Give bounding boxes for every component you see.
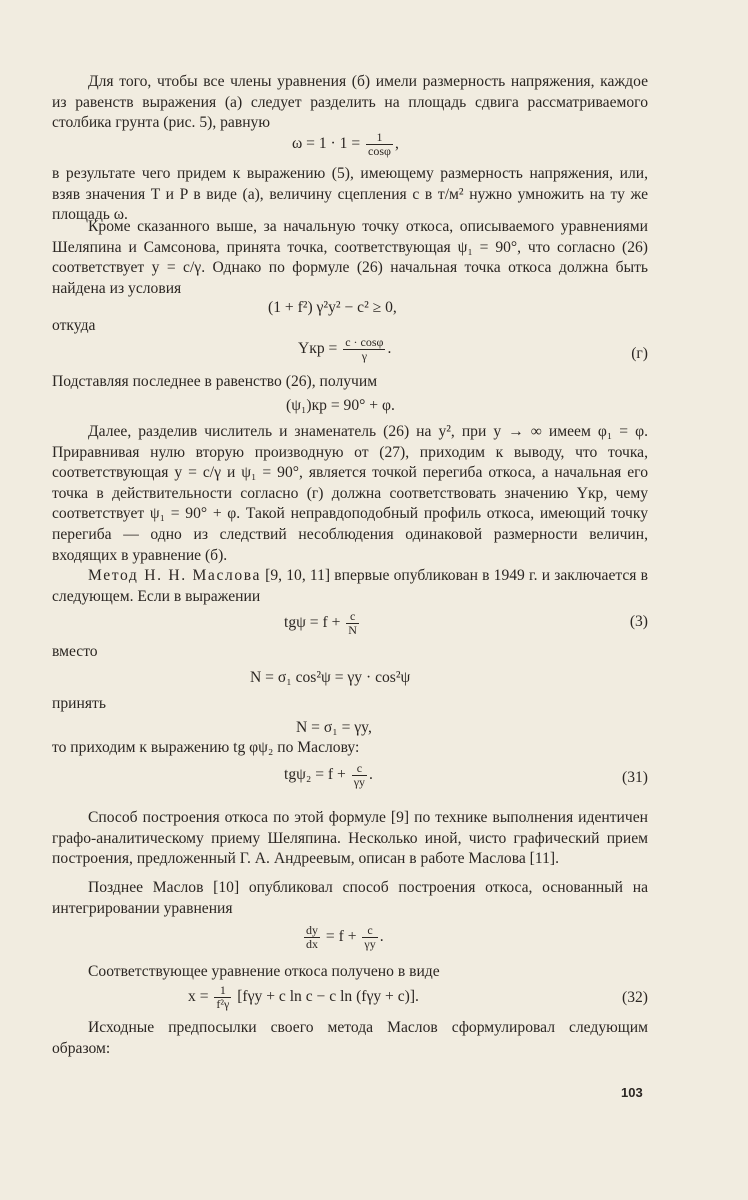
equation-3-fraction: [346, 610, 359, 637]
fraction-denominator: f²γ: [216, 997, 230, 1011]
paragraph-6-body: [9, 10, 11] впервые опубликован в 1949 г. и заключается в следующем. Если в выражении: [52, 567, 648, 605]
equation-number-3: (3): [629, 613, 648, 630]
paragraph-7: Способ построения откоса по этой формуле [9] по технике выполнения идентичен графо-аналитическому приему Шеляпина. Несколько иной, чисто графический прием построения, предложенный Г. А. Андреевым, описан в работе Маслова [11].: [52, 809, 648, 868]
equation-dydx: [302, 924, 384, 951]
equation-32-left: x =: [188, 988, 209, 1006]
equation-3-left: tgψ = f +: [284, 614, 341, 632]
fraction-denominator: dx: [306, 937, 318, 951]
label-prinyat: принять: [52, 695, 106, 712]
equation-32: [188, 984, 419, 1011]
equation-dydx-fraction-2: [362, 924, 377, 951]
fraction-numerator: c · cosφ: [345, 335, 384, 349]
fraction-denominator: γ: [361, 349, 368, 363]
paragraph-10: Исходные предпосылки своего метода Маслов сформулировал следующим образом:: [52, 1019, 648, 1057]
paragraph-5: Далее, разделив числитель и знаменатель (26) на y², при y → ∞ имеем φ₁ = φ. Приравнивая нулю вторую производную от (27), приходим к выводу, что точка, соответствующая y = c/γ и ψ₁ = 90°, является точкой перегиба откоса, а начальная его точка в действительности согласно (г) должна соответствовать значению Yкр, чему соответствует ψ₁ = 90° + φ. Такой неправдоподобный профиль откоса, имеющий точку перегиба — одно из следствий несоблюдения одинаковой размерности величин, входящих в уравнение (б).: [52, 423, 648, 564]
equation-ykr-fraction: [343, 336, 385, 363]
paragraph-8: Позднее Маслов [10] опубликовал способ построения откоса, основанный на интегрировании уравнения: [52, 879, 648, 917]
paragraph-4: Подставляя последнее в равенство (26), получим: [52, 373, 378, 390]
equation-number-32: (32): [622, 989, 648, 1006]
fraction-denominator: N: [348, 623, 357, 637]
equation-omega-left: ω = 1 · 1 =: [292, 135, 361, 153]
paragraph-2: в результате чего придем к выражению (5), имеющему размерность напряжения, или, взяв значения T и P в виде (а), величину сцепления c в т/м² нужно умножить на ту же площадь ω.: [52, 165, 648, 224]
equation-n-eq: N = σ₁ = γy,: [296, 719, 372, 736]
label-otkuda: откуда: [52, 317, 96, 334]
equation-3: [284, 610, 361, 637]
fraction-numerator: c: [362, 924, 377, 938]
equation-31-tail: .: [369, 766, 373, 784]
fraction-denominator: γy: [353, 775, 366, 789]
paragraph-6: [52, 566, 648, 607]
method-heading: Метод Н. Н. Маслова: [88, 567, 262, 584]
fraction-numerator: 1: [366, 131, 393, 145]
paragraph-9: Соответствующее уравнение откоса получено в виде: [88, 963, 440, 980]
label-vmesto: вместо: [52, 643, 98, 660]
equation-ykr-left: Yкр =: [298, 340, 338, 358]
equation-32-fraction: [214, 984, 231, 1011]
paragraph-3: Кроме сказанного выше, за начальную точку откоса, описываемого уравнениями Шеляпина и Самсонова, принята точка, соответствующая ψ₁ = 90°, что согласно (26) соответствует y = c/γ. Однако по формуле (26) начальная точка откоса должна быть найдена из условия: [52, 218, 648, 297]
equation-dydx-tail: .: [379, 928, 384, 946]
equation-omega-tail: ,: [394, 135, 399, 153]
fraction-denominator: γy: [364, 937, 376, 951]
equation-number-31: (31): [622, 769, 648, 786]
equation-number-g: (г): [631, 345, 648, 362]
equation-31-left: tgψ₂ = f +: [284, 766, 346, 784]
fraction-denominator: cosφ: [368, 144, 391, 158]
equation-31: [284, 762, 373, 789]
fraction-numerator: dy: [306, 923, 318, 937]
fraction-numerator: c: [352, 762, 367, 776]
equation-dydx-fraction: [304, 924, 320, 951]
equation-31-fraction: [352, 762, 367, 789]
equation-condition: (1 + f²) γ²y² − c² ≥ 0,: [268, 299, 397, 316]
page-number: 103: [621, 1085, 643, 1100]
equation-omega: [292, 131, 399, 158]
equation-ykr: [298, 336, 391, 363]
equation-omega-fraction: [366, 131, 393, 158]
equation-ykr-tail: .: [387, 340, 392, 358]
equation-dydx-mid: = f +: [325, 928, 357, 946]
fraction-numerator: 1: [214, 984, 231, 998]
equation-psi-kr: (ψ₁)кр = 90° + φ.: [286, 397, 395, 414]
label-to-prefix: то приходим к выражению tg φψ₂ по Маслову:: [52, 739, 360, 756]
equation-n-cos: N = σ₁ cos²ψ = γy · cos²ψ: [250, 669, 411, 686]
paragraph-1: Для того, чтобы все члены уравнения (б) имели размерность напряжения, каждое из равенств выражения (а) следует разделить на площадь сдвига рассматриваемого столбика грунта (рис. 5), равную: [52, 73, 648, 132]
fraction-numerator: c: [346, 610, 359, 624]
equation-32-right: [fγy + c ln c − c ln (fγy + c)].: [237, 988, 419, 1006]
